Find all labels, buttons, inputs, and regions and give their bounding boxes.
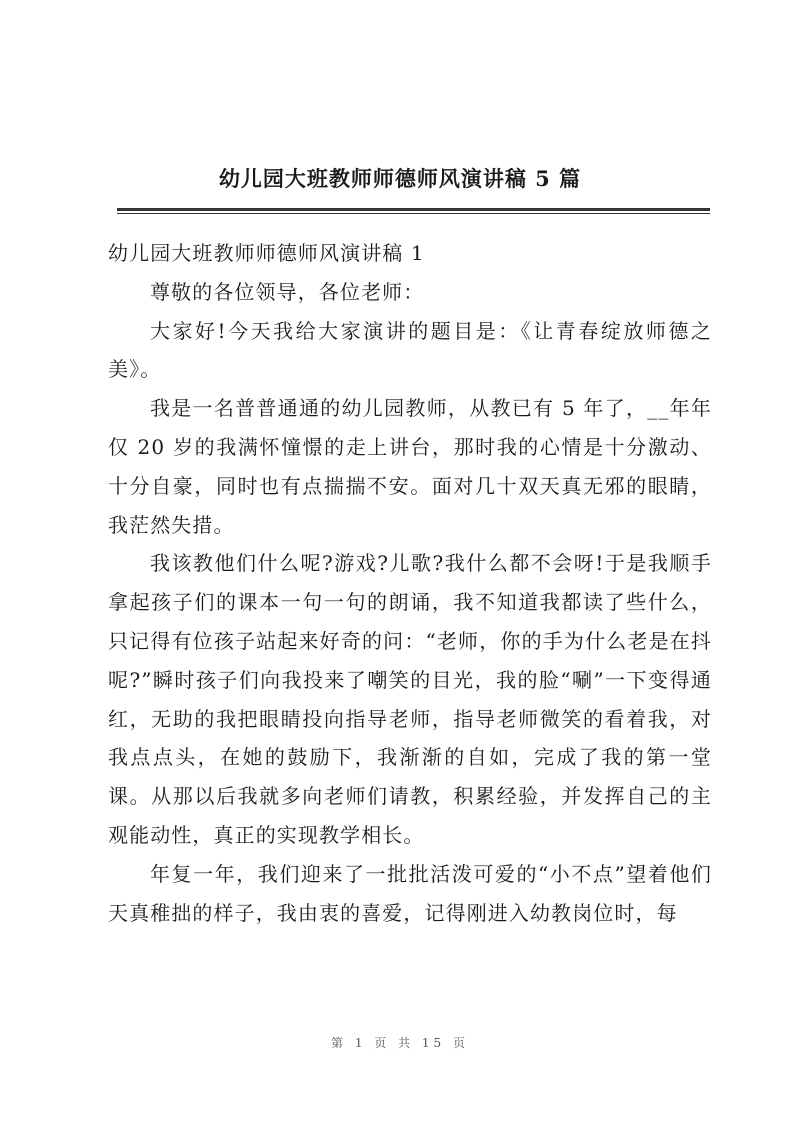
title-divider-thick [117, 208, 710, 211]
paragraph-intro: 大家好!今天我给大家演讲的题目是：《让青春绽放师德之美》。 [108, 318, 712, 382]
page-footer: 第 1 页 共 15 页 [331, 1036, 469, 1050]
section-heading: 幼儿园大班教师师德师风演讲稿 1 [108, 241, 425, 265]
title-divider-thin [117, 213, 710, 214]
paragraph-background: 我是一名普普通通的幼儿园教师，从教已有 5 年了，__年年仅 20 岁的我满怀憧憬的走上讲台，那时我的心情是十分激动、十分自豪，同时也有点揣揣不安。面对几十双天真无邪的眼睛，我茫然失措。 [108, 396, 712, 537]
document-body [108, 234, 712, 932]
paragraph-year-after-year: 年复一年，我们迎来了一批批活泼可爱的“小不点”望着他们天真稚拙的样子，我由衷的喜爱，记得刚进入幼教岗位时，每 [108, 861, 712, 925]
paragraph-first-lesson: 我该教他们什么呢?游戏?儿歌?我什么都不会呀!于是我顺手拿起孩子们的课本一句一句的朗诵，我不知道我都读了些什么，只记得有位孩子站起来好奇的问：“老师，你的手为什么老是在抖呢?”瞬时孩子们向我投来了嘲笑的目光，我的脸“唰”一下变得通红，无助的我把眼睛投向指导老师，指导老师微笑的看着我，对我点点头，在她的鼓励下，我渐渐的自如，完成了我的第一堂课。从那以后我就多向老师们请教，积累经验，并发挥自己的主观能动性，真正的实现教学相长。 [108, 551, 712, 847]
paragraph-greeting: 尊敬的各位领导，各位老师： [150, 279, 425, 304]
document-title: 幼儿园大班教师师德师风演讲稿 5 篇 [218, 166, 582, 191]
